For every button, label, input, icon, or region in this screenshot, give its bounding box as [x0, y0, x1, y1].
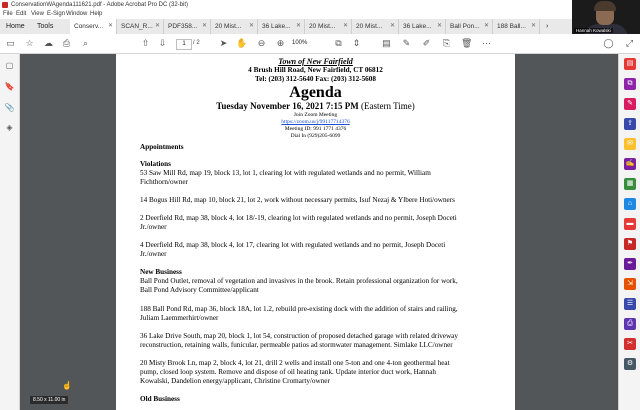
- violation-item-cont: Fichthorn/owner: [140, 178, 188, 186]
- violation-item: 14 Bogus Hill Rd, map 10, block 21, lot 2, work without necessary permits, Isuf Nezaj & Ylbere Hoti/owners: [140, 196, 455, 204]
- tab-label: Ball Pon...: [450, 23, 480, 30]
- prepare-form-icon[interactable]: ☰: [624, 298, 636, 310]
- business-item: 188 Ball Pond Rd, map 36, block 18A, lot 1.2, rebuild pre-existing dock with the addition of stairs and railing,: [140, 305, 458, 313]
- business-item-cont: pump, closed loop system. Remove and dispose of oil heating tank. Update interior duct work, Hannah: [140, 368, 437, 376]
- title-bar: [0, 0, 572, 10]
- compress-pdf-icon[interactable]: ⇲: [624, 278, 636, 290]
- fill-sign-icon[interactable]: ✍: [624, 158, 636, 170]
- close-icon[interactable]: ✕: [436, 23, 442, 29]
- close-icon[interactable]: ✕: [530, 23, 536, 29]
- close-icon[interactable]: ✕: [389, 23, 395, 29]
- close-icon[interactable]: ✕: [483, 23, 489, 29]
- tab-label: Conserv...: [74, 23, 104, 30]
- export-pdf-icon[interactable]: ⇪: [624, 118, 636, 130]
- bookmarks-icon[interactable]: 🔖: [4, 82, 15, 91]
- business-item: Ball Pond Outlet, removal of vegetation and invasives in the brook. Retain professional organization for work,: [140, 277, 458, 285]
- close-icon[interactable]: ✕: [154, 23, 160, 29]
- pdf-page: [116, 54, 515, 410]
- tab-label: SCAN_R...: [121, 23, 153, 30]
- tab-label: 20 Mist...: [309, 23, 336, 30]
- town-address: 4 Brush Hill Road, New Fairfield, CT 06812: [248, 66, 383, 74]
- highlight-icon[interactable]: ✎: [402, 38, 411, 48]
- redact-icon[interactable]: ▬: [624, 218, 636, 230]
- cloud-upload-icon[interactable]: ☁: [44, 38, 53, 48]
- business-item: 20 Misty Brook Ln, map 2, block 4, lot 21, drill 2 wells and install one 5-ton and one 4-ton geothermal heat: [140, 359, 450, 367]
- select-cursor-icon[interactable]: ➤: [219, 38, 228, 48]
- close-icon[interactable]: ✕: [295, 23, 301, 29]
- violation-item: 53 Saw Mill Rd, map 19, block 13, lot 1, clearing lot with regulated wetlands and no permit, William: [140, 169, 431, 177]
- business-item-cont: Juliam Laemmerhirt/owner: [140, 314, 219, 322]
- stamp-icon[interactable]: ⎘: [442, 38, 451, 48]
- menu-edit[interactable]: Edit: [16, 11, 27, 17]
- video-thumbnail: [572, 0, 640, 34]
- delete-icon[interactable]: 🗑: [461, 38, 473, 48]
- expand-icon[interactable]: ⤢: [625, 38, 634, 48]
- close-icon[interactable]: ✕: [342, 23, 348, 29]
- section-violations: Violations: [140, 160, 171, 168]
- town-name: Town of New Fairfield: [278, 57, 353, 66]
- zoom-in-icon[interactable]: ⊕: [276, 38, 285, 48]
- left-navigation-pane: [0, 54, 20, 410]
- document-tab[interactable]: [399, 19, 446, 34]
- close-icon[interactable]: ✕: [248, 23, 254, 29]
- violation-item-cont: Jr./owner: [140, 250, 167, 258]
- zoom-join-label: Join Zoom Meeting: [293, 112, 338, 118]
- menu-window[interactable]: Window: [66, 11, 88, 17]
- tab-label: 188 Ball...: [497, 23, 526, 30]
- tab-label: 36 Lake...: [262, 23, 291, 30]
- section-appointments: Appointments: [140, 143, 184, 151]
- bookmark-star-icon[interactable]: ☆: [25, 38, 34, 48]
- profile-icon[interactable]: ◯: [603, 38, 614, 48]
- hand-tool-icon[interactable]: ✋: [236, 38, 248, 48]
- prev-page-icon[interactable]: ⇧: [141, 38, 150, 48]
- tab-bar: [0, 19, 572, 35]
- create-pdf-icon[interactable]: ▤: [624, 58, 636, 70]
- person-hair: [594, 1, 616, 11]
- scroll-mode-icon[interactable]: ⇕: [352, 38, 361, 48]
- dial-in: Dial In (929)205-6099: [290, 133, 341, 139]
- tab-home[interactable]: Home: [6, 23, 25, 30]
- search-icon[interactable]: ⌕: [82, 38, 89, 48]
- toolbar: [0, 34, 640, 54]
- section-new-business: New Business: [140, 268, 182, 276]
- document-tab[interactable]: [164, 19, 211, 34]
- agenda-heading: Agenda: [289, 84, 342, 101]
- more-tools-icon[interactable]: ⋯: [482, 38, 491, 48]
- town-phone: Tel: (203) 312-5640 Fax: (203) 312-5608: [255, 75, 376, 83]
- page-number-input[interactable]: 1: [176, 39, 192, 50]
- organize-pages-icon[interactable]: ▦: [624, 178, 636, 190]
- edit-pdf-icon[interactable]: ✎: [624, 98, 636, 110]
- print-icon[interactable]: ⎙: [62, 38, 71, 48]
- violation-item-cont: Jr./owner: [140, 223, 167, 231]
- save-icon[interactable]: ▭: [6, 38, 15, 48]
- meeting-date-main: Tuesday November 16, 2021 7:15 PM: [216, 101, 359, 111]
- more-tools-pane-icon[interactable]: ⚙: [624, 358, 636, 370]
- document-tab[interactable]: [446, 19, 493, 34]
- menu-view[interactable]: View: [31, 11, 44, 17]
- page-size-indicator: 8.50 x 11.00 in: [30, 396, 68, 404]
- meeting-date: [116, 101, 515, 111]
- menu-esign[interactable]: E-Sign: [47, 11, 66, 17]
- business-item-cont: reconstruction, retaining walls, funicular, permeable patios ad stormwater management. Simlake LLC/owner: [140, 341, 453, 349]
- next-page-icon[interactable]: ⇩: [158, 38, 167, 48]
- page-thumbnails-icon[interactable]: ▢: [5, 61, 14, 70]
- document-tab[interactable]: [117, 19, 164, 34]
- close-icon[interactable]: ✕: [201, 23, 207, 29]
- document-tab[interactable]: [258, 19, 305, 34]
- tab-label: 20 Mist...: [356, 23, 383, 30]
- document-tab[interactable]: [211, 19, 258, 34]
- combine-files-icon[interactable]: ⧉: [624, 78, 636, 90]
- business-item: 36 Lake Drive South, map 20, block 1, lot 54, construction of proposed detached garage with related driveway: [140, 332, 458, 340]
- zoom-link[interactable]: https://zoom.us/j/99117714376: [281, 119, 350, 125]
- tab-label: 36 Lake...: [403, 23, 432, 30]
- participant-name: Hannah Kowalski: [576, 28, 611, 33]
- draw-icon[interactable]: ✐: [422, 38, 431, 48]
- violation-item: 2 Deerfield Rd, map 38, block 4, lot 18/-19, clearing lot with regulated wetlands and no permit, Joseph Doceti: [140, 214, 457, 222]
- window-title: ConservationWAgenda111621.pdf - Adobe Acrobat Pro DC (32-bit): [11, 2, 188, 8]
- fit-page-icon[interactable]: ⧉: [335, 38, 342, 48]
- meeting-timezone: (Eastern Time): [358, 101, 415, 111]
- page-total: / 2: [193, 40, 200, 46]
- zoom-level-select[interactable]: 100%: [292, 40, 308, 46]
- section-old-business: Old Business: [140, 395, 180, 403]
- protect-icon[interactable]: ⚑: [624, 238, 636, 250]
- document-tab[interactable]: [493, 19, 540, 34]
- business-item-cont: Ball Pond Advisory Committee/applicant: [140, 286, 259, 294]
- print-production-icon[interactable]: ⎙: [624, 318, 636, 330]
- business-item-cont: Kowalski, Dandelion energy/applicant, Christine Cromarty/owner: [140, 377, 330, 385]
- document-tab[interactable]: [305, 19, 352, 34]
- measure-icon[interactable]: ✂: [624, 338, 636, 350]
- violation-item: 4 Deerfield Rd, map 38, block 4, lot 17, clearing lot with regulated wetlands and no permit, Joseph Doceti: [140, 241, 446, 249]
- request-signature-icon[interactable]: ✒: [624, 258, 636, 270]
- menu-bar: [0, 10, 572, 19]
- tab-label: PDF358...: [168, 23, 198, 30]
- document-tab[interactable]: [352, 19, 399, 34]
- mouse-cursor-icon: ☝: [62, 381, 72, 390]
- menu-help[interactable]: Help: [90, 11, 103, 17]
- document-area[interactable]: [20, 54, 617, 410]
- tab-tools[interactable]: Tools: [37, 23, 54, 30]
- comment-tool-icon[interactable]: ✉: [624, 138, 636, 150]
- comment-icon[interactable]: ▤: [382, 38, 391, 48]
- acrobat-icon: [2, 2, 8, 8]
- close-icon[interactable]: ✕: [107, 23, 113, 29]
- attachments-icon[interactable]: 📎: [4, 103, 15, 112]
- layers-icon[interactable]: ◈: [6, 123, 13, 132]
- tab-overflow-icon[interactable]: ›: [546, 23, 549, 30]
- tab-label: 20 Mist...: [215, 23, 242, 30]
- zoom-out-icon[interactable]: ⊖: [257, 38, 266, 48]
- document-tab[interactable]: [70, 19, 117, 34]
- menu-file[interactable]: File: [3, 11, 13, 17]
- right-tools-pane: [618, 54, 640, 410]
- meeting-id: Meeting ID: 991 1771 4376: [284, 126, 347, 132]
- scan-ocr-icon[interactable]: ⌂: [624, 198, 636, 210]
